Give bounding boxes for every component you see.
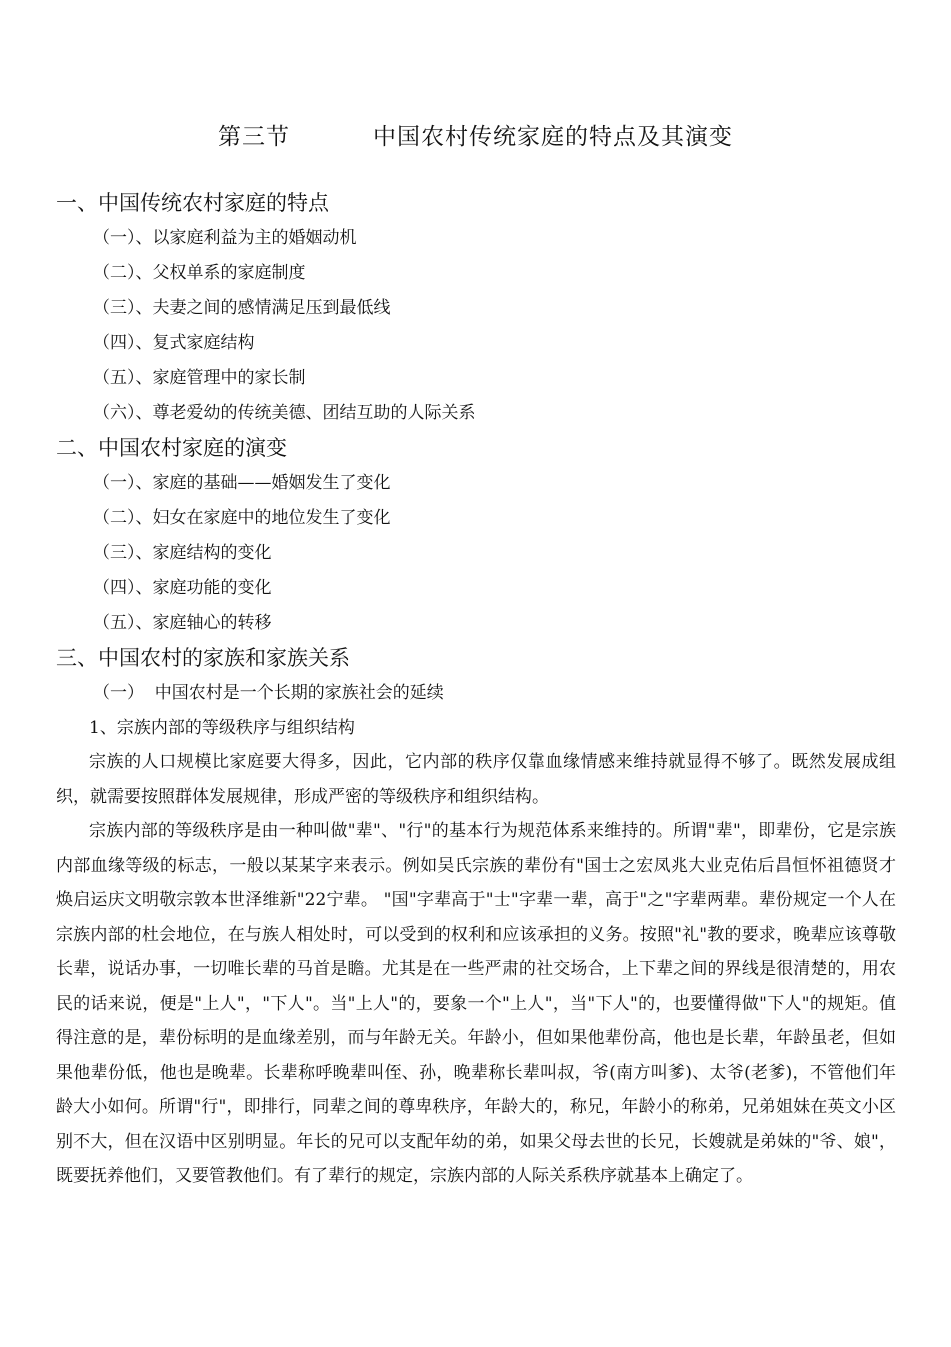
list-item: （二）、父权单系的家庭制度 [93, 263, 306, 283]
list-item: （五）、家庭管理中的家长制 [93, 368, 306, 388]
subsubsection-heading: 1、宗族内部的等级秩序与组织结构 [89, 718, 355, 738]
section-heading: 一、中国传统农村家庭的特点 [56, 191, 329, 215]
list-item: （一）、以家庭利益为主的婚姻动机 [93, 228, 357, 248]
body-paragraph: 宗族的人口规模比家庭要大得多，因此，它内部的秩序仅靠血缘情感来维持就显得不够了。既然发展成组织，就需要按照群体发展规律，形成严密的等级秩序和组织结构。 [56, 752, 896, 807]
list-item: （四）、家庭功能的变化 [93, 578, 272, 598]
list-item: （六）、尊老爱幼的传统美德、团结互助的人际关系 [93, 403, 476, 423]
document-body [56, 186, 896, 1194]
list-item: （二）、妇女在家庭中的地位发生了变化 [93, 508, 391, 528]
list-item: （一）、家庭的基础——婚姻发生了变化 [93, 473, 391, 493]
list-item: （三）、家庭结构的变化 [93, 543, 272, 563]
page-title: 第三节 中国农村传统家庭的特点及其演变 [217, 124, 734, 150]
body-paragraph: 宗族内部的等级秩序是由一种叫做"辈"、"行"的基本行为规范体系来维持的。所谓"辈"，即辈份，它是宗族内部血缘等级的标志，一般以某某字来表示。例如吴氏宗族的辈份有"国士之宏凤兆大业克佑后昌恒怀祖德贤才焕启运庆文明敬宗敦本世泽维新"22宁辈。 "国"字辈高于"士"字辈一辈，高于"之"字辈两辈。辈份规定一个人在宗族内部的杜会地位，在与族人相处时，可以受到的权利和应该承担的义务。按照"礼"教的要求，晚辈应该尊敬长辈，说话办事，一切唯长辈的马首是瞻。尤其是在一些严肃的社交场合，上下辈之间的界线是很清楚的，用农民的话来说，便是"上人"，"下人"。当"上人"的，要象一个"上人"，当"下人"的，也要懂得做"下人"的规矩。值得注意的是，辈份标明的是血缘差别，而与年龄无关。年龄小，但如果他辈份高，他也是长辈，年龄虽老，但如果他辈份低，他也是晚辈。长辈称呼晚辈叫侄、孙，晚辈称长辈叫叔，爷(南方叫爹)、太爷(老爹)，不管他们年龄大小如何。所谓"行"，即排行，同辈之间的尊卑秩序，年龄大的，称兄，年龄小的称弟，兄弟姐妹在英文小区别不大，但在汉语中区别明显。年长的兄可以支配年幼的弟，如果父母去世的长兄，长嫂就是弟妹的"爷、娘"，既要抚养他们，又要管教他们。有了辈行的规定，宗族内部的人际关系秩序就基本上确定了。 [56, 821, 896, 1186]
list-item: （四）、复式家庭结构 [93, 333, 255, 353]
section-heading: 三、中国农村的家族和家族关系 [56, 646, 350, 670]
list-item: （五）、家庭轴心的转移 [93, 613, 272, 633]
subsection-heading: （一） 中国农村是一个长期的家族社会的延续 [93, 683, 444, 703]
list-item: （三）、夫妻之间的感情满足压到最低线 [93, 298, 391, 318]
section-heading: 二、中国农村家庭的演变 [56, 436, 287, 460]
